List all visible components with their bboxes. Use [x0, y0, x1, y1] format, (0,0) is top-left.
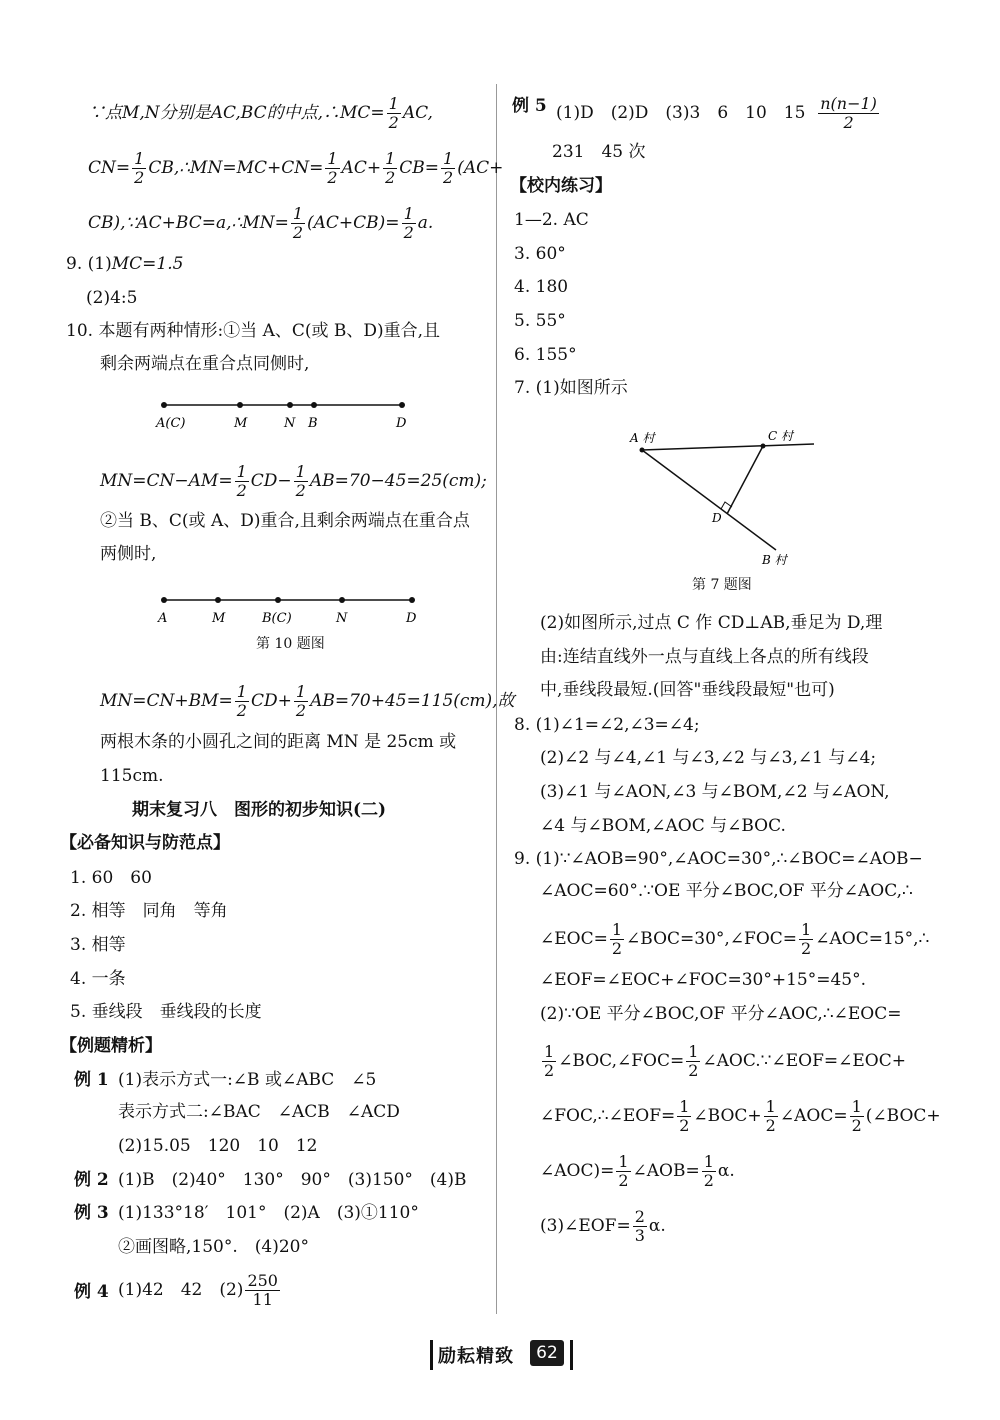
- point-n: [339, 597, 345, 603]
- label-m: M: [212, 611, 226, 626]
- q8-line-4: ∠4 与∠BOM,∠AOC 与∠BOC.: [540, 816, 786, 836]
- fraction-half: $\frac{1}{2}$: [611, 920, 623, 958]
- village-figure: [620, 422, 830, 570]
- section-header-practice: 【校内练习】: [510, 176, 612, 196]
- q9r-line-6: $\frac{1}{2}$ ∠BOC,∠FOC= $\frac{1}{2}$ ∠AOC.∵∠EOF=∠EOC+: [544, 1042, 906, 1080]
- label-m: M: [234, 416, 248, 431]
- q7-part2-line-1: (2)如图所示,过点 C 作 CD⊥AB,垂足为 D,理: [540, 613, 883, 633]
- footer-bracket-left: [430, 1340, 433, 1370]
- point-d: [409, 597, 415, 603]
- q9r-line-8: ∠AOC)= $\frac{1}{2}$ ∠AOB= $\frac{1}{2}$ α.: [540, 1152, 735, 1190]
- figure-7-caption: 第 7 题图: [692, 577, 752, 593]
- line-ab: [642, 450, 776, 550]
- knowledge-item-5: 5. 垂线段 垂线段的长度: [70, 1002, 262, 1022]
- fraction-two-thirds: $\frac{2}{3}$: [634, 1207, 645, 1245]
- label-b-c: B(C): [262, 611, 292, 626]
- label-village-a: A 村: [630, 431, 655, 445]
- fraction-half: $\frac{1}{2}$: [388, 94, 399, 132]
- practice-item-5: 5. 55°: [514, 311, 566, 331]
- example-3-label: 例 3: [74, 1203, 109, 1223]
- q10-line-4: 两侧时,: [100, 544, 157, 564]
- example-1-line-3: (2)15.05 120 10 12: [118, 1136, 318, 1156]
- fraction-half: $\frac{1}{2}$: [295, 682, 307, 720]
- fraction-n-n-minus-1-over-2: $\frac{n(n-1)}{2}$: [820, 94, 877, 132]
- fraction-half: $\frac{1}{2}$: [544, 1042, 555, 1080]
- q9r-line-7: ∠FOC,∴∠EOF= $\frac{1}{2}$ ∠BOC+ $\frac{1}{2}$ ∠AOC= $\frac{1}{2}$ (∠BOC+: [540, 1097, 941, 1135]
- q9r-line-3: ∠EOC= $\frac{1}{2}$ ∠BOC=30°,∠FOC= $\frac{1}{2}$ ∠AOC=15°,∴: [540, 920, 930, 958]
- example-5-line-1: (1)D (2)D (3)3 6 10 15 $\frac{n(n-1)}{2}$: [556, 94, 877, 132]
- knowledge-item-4: 4. 一条: [70, 969, 126, 989]
- example-1-line-2: 表示方式二:∠BAC ∠ACB ∠ACD: [118, 1102, 400, 1122]
- q9r-line-2: ∠AOC=60°.∵OE 平分∠BOC,OF 平分∠AOC,∴: [540, 881, 913, 901]
- fraction-half: $\frac{1}{2}$: [327, 149, 338, 187]
- section-header-examples: 【例题精析】: [60, 1036, 162, 1056]
- example-1-line-1: (1)表示方式一:∠B 或∠ABC ∠5: [118, 1070, 377, 1090]
- label-n: N: [284, 416, 296, 431]
- q10-line-3: ②当 B、C(或 A、D)重合,且剩余两端点在重合点: [100, 511, 470, 531]
- q8-line-2: (2)∠2 与∠4,∠1 与∠3,∠2 与∠3,∠1 与∠4;: [540, 748, 877, 768]
- q9-part1: 9. (1)MC=1.5: [66, 254, 184, 274]
- q10-equation-1: MN=CN−AM= $\frac{1}{2}$ CD− $\frac{1}{2}$ AB=70−45=25(cm);: [100, 462, 487, 500]
- fraction-half: $\frac{1}{2}$: [292, 204, 304, 242]
- q7-part2-line-2: 由:连结直线外一点与直线上各点的所有线段: [540, 647, 869, 667]
- q8-line-3: (3)∠1 与∠AON,∠3 与∠BOM,∠2 与∠AON,: [540, 782, 890, 802]
- fraction-half: $\frac{1}{2}$: [236, 462, 247, 500]
- q9r-line-9: (3)∠EOF= $\frac{2}{3}$ α.: [540, 1207, 666, 1245]
- fraction-half: $\frac{1}{2}$: [403, 204, 414, 242]
- fraction-half: $\frac{1}{2}$: [703, 1152, 714, 1190]
- fraction-half: $\frac{1}{2}$: [801, 920, 812, 958]
- knowledge-item-2: 2. 相等 同角 等角: [70, 901, 228, 921]
- point-b: [311, 402, 317, 408]
- segment-figure-1: [150, 395, 420, 435]
- q10-equation-2: MN=CN+BM= $\frac{1}{2}$ CD+ $\frac{1}{2}$ AB=70+45=115(cm),故: [100, 682, 515, 720]
- fraction-half: $\frac{1}{2}$: [134, 149, 145, 187]
- practice-item-1: 1—2. AC: [514, 210, 589, 230]
- fraction-half: $\frac{1}{2}$: [618, 1152, 629, 1190]
- label-village-c: C 村: [768, 429, 793, 443]
- point-n: [287, 402, 293, 408]
- perpendicular-cd: [727, 446, 763, 514]
- label-point-d: D: [712, 511, 722, 525]
- left-line-1: ∵点M,N分别是AC,BC的中点,∴MC= $\frac{1}{2}$ AC,: [88, 94, 433, 132]
- q10-line-5: 两根木条的小圆孔之间的距离 MN 是 25cm 或: [100, 732, 457, 752]
- q9r-line-1: 9. (1)∵∠AOB=90°,∠AOC=30°,∴∠BOC=∠AOB−: [514, 849, 923, 869]
- q10-line-2: 剩余两端点在重合点同侧时,: [100, 354, 310, 374]
- q9r-line-5: (2)∵OE 平分∠BOC,OF 平分∠AOC,∴∠EOC=: [540, 1004, 902, 1024]
- example-4-line: (1)42 42 (2) $\frac{250}{11}$: [118, 1271, 278, 1309]
- practice-item-7: 7. (1)如图所示: [514, 378, 628, 398]
- knowledge-item-1: 1. 60 60: [70, 868, 152, 888]
- fraction-half: $\frac{1}{2}$: [443, 149, 454, 187]
- line-ac: [642, 444, 814, 450]
- left-line-2: CN= $\frac{1}{2}$ CB,∴MN=MC+CN= $\frac{1}{2}$ AC+ $\frac{1}{2}$ CB= $\frac{1}{2}$ (AC+: [88, 149, 504, 187]
- q10-line-1: 10. 本题有两种情形:①当 A、C(或 B、D)重合,且: [66, 321, 441, 341]
- knowledge-item-3: 3. 相等: [70, 935, 126, 955]
- practice-item-3: 3. 60°: [514, 244, 566, 264]
- fraction-250-11: $\frac{250}{11}$: [247, 1271, 278, 1309]
- section-title: 期末复习八 图形的初步知识(二): [132, 800, 387, 820]
- practice-item-6: 6. 155°: [514, 345, 577, 365]
- example-5-label: 例 5: [512, 96, 547, 116]
- label-d: D: [406, 611, 417, 626]
- point-a-c: [161, 402, 167, 408]
- q10-line-6: 115cm.: [100, 766, 164, 786]
- example-3-line-1: (1)133°18′ 101° (2)A (3)①110°: [118, 1203, 419, 1223]
- point-m: [237, 402, 243, 408]
- label-b: B: [308, 416, 318, 431]
- example-2-line: (1)B (2)40° 130° 90° (3)150° (4)B: [118, 1170, 467, 1190]
- segment-figure-2: [150, 590, 430, 630]
- label-d: D: [396, 416, 407, 431]
- fraction-half: $\frac{1}{2}$: [236, 682, 247, 720]
- fraction-half: $\frac{1}{2}$: [688, 1042, 699, 1080]
- point-b-c: [275, 597, 281, 603]
- fraction-half: $\frac{1}{2}$: [385, 149, 396, 187]
- label-a: A: [158, 611, 168, 626]
- example-4-label: 例 4: [74, 1282, 109, 1302]
- label-a-c: A(C): [156, 416, 186, 431]
- left-line-3: CB),∵AC+BC=a,∴MN= $\frac{1}{2}$ (AC+CB)= $\frac{1}{2}$ a.: [88, 204, 434, 242]
- example-1-label: 例 1: [74, 1070, 109, 1090]
- example-3-line-2: ②画图略,150°. (4)20°: [118, 1237, 309, 1257]
- section-header-knowledge: 【必备知识与防范点】: [60, 833, 230, 853]
- figure-10-caption: 第 10 题图: [256, 636, 325, 652]
- page-number: 62: [530, 1340, 564, 1366]
- q9r-line-4: ∠EOF=∠EOC+∠FOC=30°+15°=45°.: [540, 970, 866, 990]
- fraction-half: $\frac{1}{2}$: [765, 1097, 776, 1135]
- fraction-half: $\frac{1}{2}$: [679, 1097, 690, 1135]
- point-a: [161, 597, 167, 603]
- practice-item-4: 4. 180: [514, 277, 569, 297]
- label-n: N: [336, 611, 348, 626]
- fraction-half: $\frac{1}{2}$: [851, 1097, 862, 1135]
- example-5-line-2: 231 45 次: [552, 142, 646, 162]
- label-village-b: B 村: [762, 553, 787, 567]
- point-m: [215, 597, 221, 603]
- example-2-label: 例 2: [74, 1170, 109, 1190]
- footer-brand: 励耘精致: [438, 1346, 514, 1367]
- footer-bracket-right: [570, 1340, 573, 1370]
- fraction-half: $\frac{1}{2}$: [295, 462, 306, 500]
- q7-part2-line-3: 中,垂线段最短.(回答"垂线段最短"也可): [540, 680, 835, 700]
- q9-part2: (2)4:5: [86, 288, 138, 308]
- point-d: [399, 402, 405, 408]
- q8-line-1: 8. (1)∠1=∠2,∠3=∠4;: [514, 715, 700, 735]
